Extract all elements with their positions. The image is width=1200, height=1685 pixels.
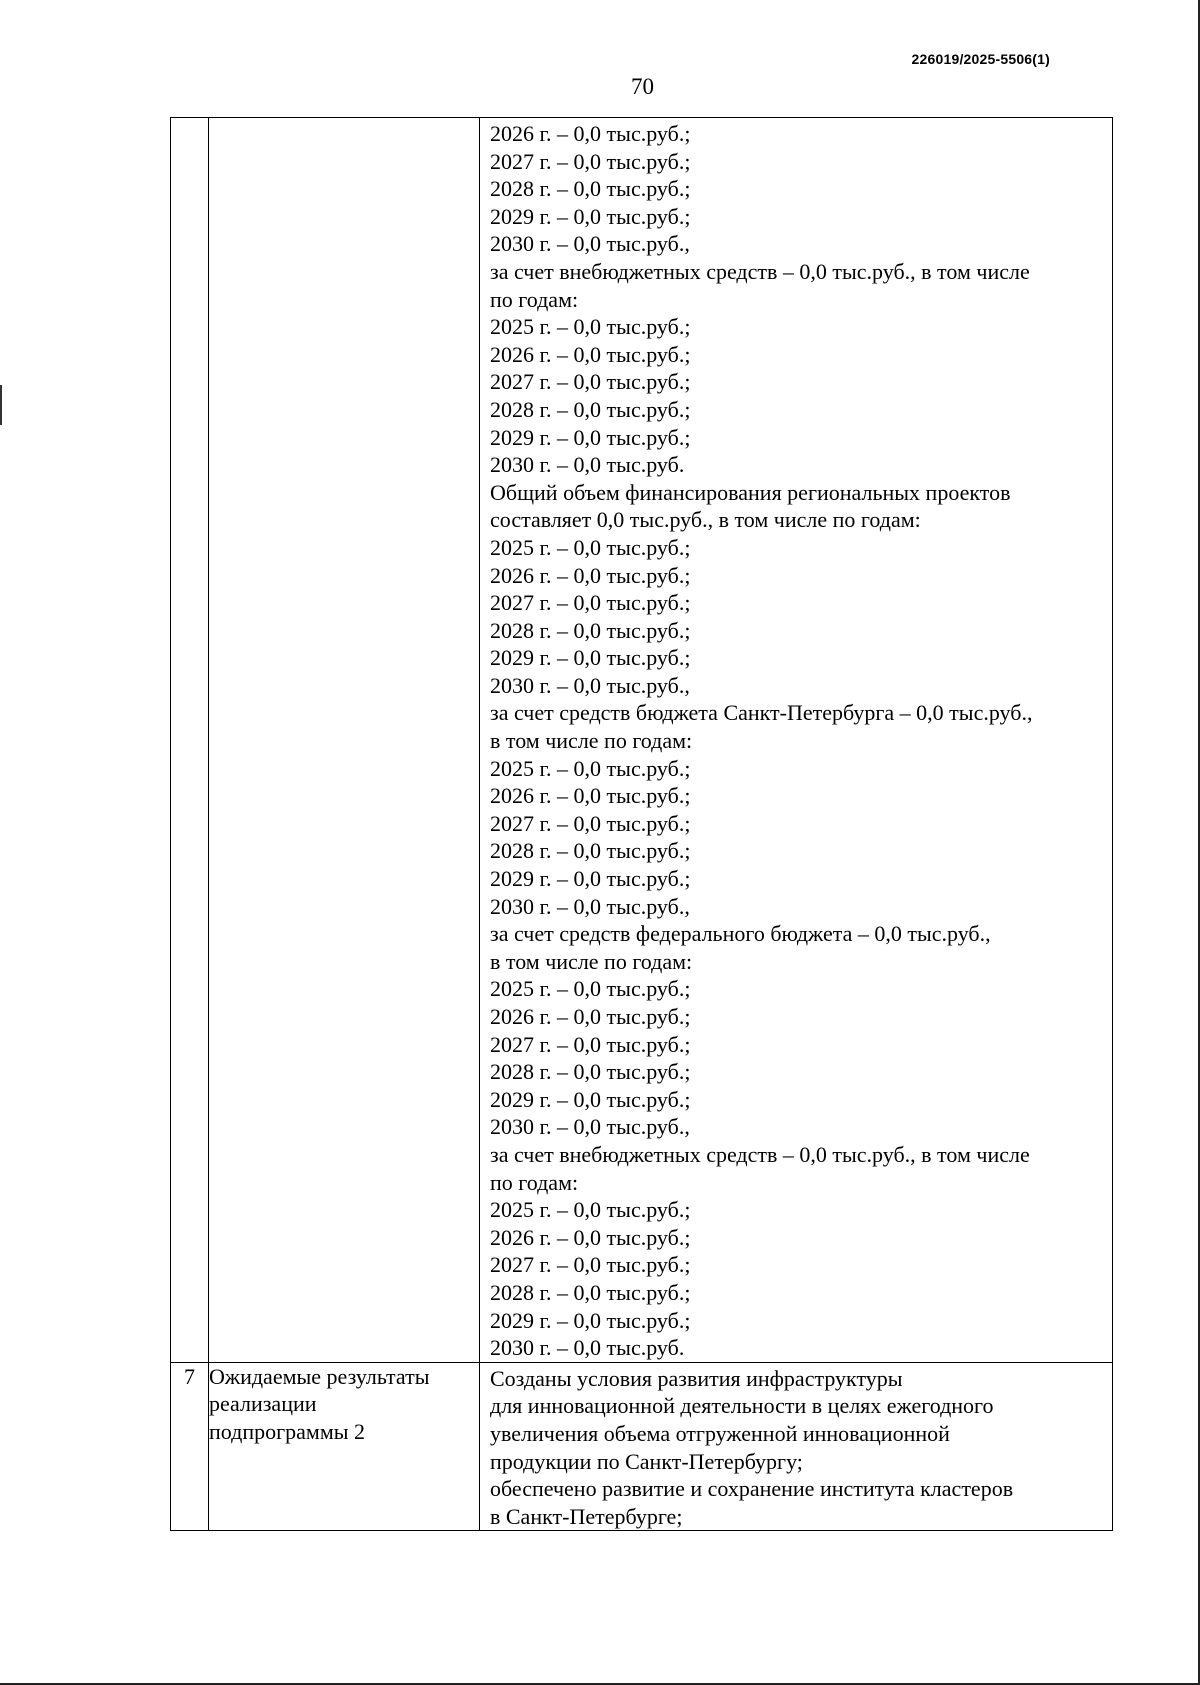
text-line: увеличения объема отгруженной инновационной [490,1420,950,1446]
text-line: 2029 г. – 0,0 тыс.руб.; [490,645,691,671]
text-line: 2028 г. – 0,0 тыс.руб.; [490,396,691,422]
text-line: продукции по Санкт-Петербургу; [490,1448,803,1474]
text-line: 2030 г. – 0,0 тыс.руб. [490,452,685,478]
text-line: 2025 г. – 0,0 тыс.руб.; [490,534,691,560]
row-name-cell [209,118,480,1363]
row-number-cell [171,1362,209,1531]
text-line: 2027 г. – 0,0 тыс.руб.; [490,590,691,616]
name-line: реализации [209,1391,317,1417]
text-line: 2028 г. – 0,0 тыс.руб.; [490,1059,691,1085]
row-number: 7 [184,1363,195,1389]
text-line: составляет 0,0 тыс.руб., в том числе по годам: [490,507,921,533]
text-line: 2025 г. – 0,0 тыс.руб.; [490,1197,691,1223]
page-number: 70 [631,74,654,99]
program-table [170,117,1113,1531]
text-line: 2030 г. – 0,0 тыс.руб., [490,231,690,257]
text-line: для инновационной деятельности в целях ежегодного [490,1393,994,1419]
text-line: 2029 г. – 0,0 тыс.руб.; [490,1086,691,1112]
text-line: за счет внебюджетных средств – 0,0 тыс.руб., в том числе [490,258,1030,284]
text-line: по годам: [490,286,579,312]
expected-results-text [480,1363,1112,1531]
text-line: в том числе по годам: [490,948,693,974]
text-line: 2028 г. – 0,0 тыс.руб.; [490,1279,691,1305]
text-line: 2026 г. – 0,0 тыс.руб.; [490,341,691,367]
text-line: 2027 г. – 0,0 тыс.руб.; [490,1031,691,1057]
text-line: 2029 г. – 0,0 тыс.руб.; [490,1307,691,1333]
text-line: по годам: [490,1169,579,1195]
name-line: Ожидаемые результаты [209,1363,430,1389]
text-line: 2029 г. – 0,0 тыс.руб.; [490,866,691,892]
text-line: 2026 г. – 0,0 тыс.руб.; [490,1224,691,1250]
text-line: за счет средств федерального бюджета – 0,0 тыс.руб., [490,921,991,947]
text-line: 2027 г. – 0,0 тыс.руб.; [490,810,691,836]
row-name-cell [209,1362,480,1531]
text-line: за счет средств бюджета Санкт-Петербурга – 0,0 тыс.руб., [490,700,1033,726]
financing-text [480,118,1112,1362]
text-line: Созданы условия развития инфраструктуры [490,1365,903,1391]
text-line: за счет внебюджетных средств – 0,0 тыс.руб., в том числе [490,1141,1030,1167]
document-id: 226019/2025-5506(1) [911,51,1050,67]
text-line: 2026 г. – 0,0 тыс.руб.; [490,1004,691,1029]
text-line: 2028 г. – 0,0 тыс.руб.; [490,617,691,643]
text-line: 2026 г. – 0,0 тыс.руб.; [490,562,691,588]
text-line: 2030 г. – 0,0 тыс.руб. [490,1335,685,1361]
text-line: 2029 г. – 0,0 тыс.руб.; [490,203,691,229]
text-line: 2026 г. – 0,0 тыс.руб.; [490,121,691,146]
name-line: подпрограммы 2 [209,1418,366,1444]
text-line: 2030 г. – 0,0 тыс.руб., [490,672,690,698]
text-line: 2026 г. – 0,0 тыс.руб.; [490,783,691,809]
text-line: обеспечено развитие и сохранение института кластеров [490,1476,1014,1502]
text-line: 2029 г. – 0,0 тыс.руб.; [490,424,691,450]
row-text-cell [480,1362,1113,1531]
text-line: 2028 г. – 0,0 тыс.руб.; [490,838,691,864]
text-line: 2027 г. – 0,0 тыс.руб.; [490,148,691,174]
text-line: 2028 г. – 0,0 тыс.руб.; [490,176,691,202]
text-line: 2030 г. – 0,0 тыс.руб., [490,1114,690,1140]
text-line: 2025 г. – 0,0 тыс.руб.; [490,314,691,340]
text-line: 2027 г. – 0,0 тыс.руб.; [490,369,691,395]
scan-edge-mark [0,385,2,425]
row-number-cell [171,118,209,1363]
text-line: 2030 г. – 0,0 тыс.руб., [490,893,690,919]
row-name-text [209,1363,479,1446]
table-row [171,118,1113,1363]
row-text-cell [480,118,1113,1363]
text-line: 2025 г. – 0,0 тыс.руб.; [490,755,691,781]
text-line: Общий объем финансирования региональных проектов [490,479,1011,505]
text-line: 2027 г. – 0,0 тыс.руб.; [490,1252,691,1278]
text-line: в том числе по годам: [490,728,693,754]
table-row [171,1362,1113,1531]
text-line: в Санкт-Петербурге; [490,1503,683,1529]
text-line: 2025 г. – 0,0 тыс.руб.; [490,976,691,1002]
